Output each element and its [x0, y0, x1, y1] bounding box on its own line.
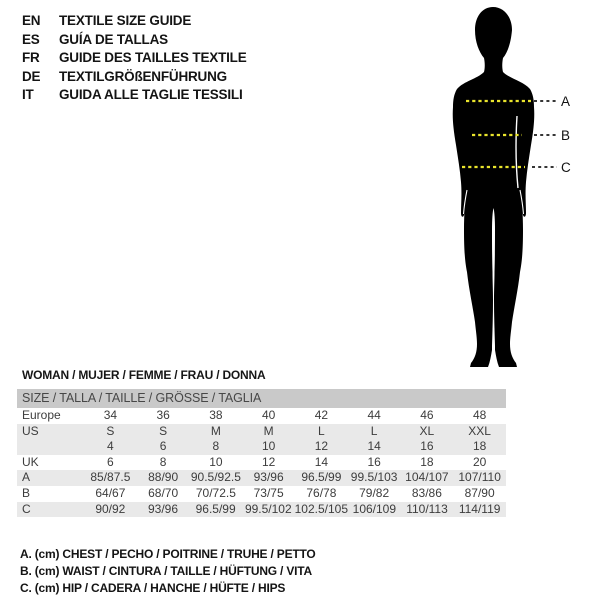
size-cell: 106/109: [352, 501, 397, 516]
size-cell: 34: [103, 408, 118, 422]
language-row-es: [22, 31, 247, 50]
size-cell: 14: [314, 454, 329, 469]
size-cell: 87/90: [464, 485, 495, 500]
size-cell: 6: [159, 439, 167, 454]
size-table: [17, 389, 506, 517]
table-row-us: [17, 424, 506, 440]
size-cell: 90/92: [95, 501, 126, 516]
size-cell: XXL: [468, 423, 491, 438]
row-label: US: [22, 423, 39, 438]
size-cell: 68/70: [148, 485, 179, 500]
table-row-us-numeric: [17, 439, 506, 455]
size-cell: 79/82: [359, 485, 390, 500]
marker-label-c: C: [561, 160, 571, 175]
size-cell: 12: [314, 439, 329, 454]
row-label: [17, 439, 84, 455]
size-cell: 90.5/92.5: [190, 470, 241, 485]
language-label: TEXTILE SIZE GUIDE: [59, 13, 192, 28]
size-cell: 96.5/99: [301, 470, 342, 485]
size-cell: 99.5/102: [244, 501, 292, 516]
size-cell: 12: [261, 454, 276, 469]
row-label: A: [22, 470, 31, 485]
language-row-de: [22, 68, 247, 87]
size-cell: 38: [209, 408, 223, 422]
woman-silhouette: [453, 7, 535, 367]
marker-label-a: A: [561, 94, 571, 109]
size-cell: 46: [420, 408, 434, 422]
legend-line-hip: C. (cm) HIP / CADERA / HANCHE / HÜFTE / HIPS: [20, 580, 286, 595]
language-row-it: [22, 86, 247, 105]
woman-figure-diagram: [430, 0, 580, 375]
size-cell: 10: [209, 454, 223, 469]
size-cell: 76/78: [306, 485, 337, 500]
size-cell: 93/96: [253, 470, 284, 485]
size-cell: XL: [419, 423, 435, 438]
language-title-block: [22, 12, 247, 105]
size-cell: 83/86: [411, 485, 442, 500]
size-cell: 18: [472, 439, 487, 454]
size-cell: 70/72.5: [195, 485, 236, 500]
size-cell: 16: [367, 454, 381, 469]
size-cell: 36: [156, 408, 170, 422]
row-label: Europe: [22, 408, 61, 422]
size-cell: L: [370, 423, 378, 438]
size-cell: 44: [367, 408, 381, 422]
row-label: C: [22, 501, 31, 516]
size-cell: 107/110: [458, 470, 501, 485]
language-label: GUIDA ALLE TAGLIE TESSILI: [59, 87, 243, 103]
size-cell: 64/67: [95, 485, 126, 500]
table-header: SIZE / TALLA / TAILLE / GRÖSSE / TAGLIA: [17, 389, 506, 408]
table-row-hip-c: [17, 502, 506, 518]
language-code: IT: [22, 87, 34, 103]
size-cell: 88/90: [148, 470, 179, 485]
size-cell: 110/113: [406, 501, 448, 516]
marker-label-b: B: [561, 128, 571, 143]
size-cell: L: [318, 423, 325, 438]
language-code: FR: [22, 50, 40, 66]
size-cell: 8: [212, 439, 220, 454]
size-cell: 48: [472, 408, 487, 422]
table-row-waist-b: [17, 486, 506, 502]
size-cell: 96.5/99: [195, 501, 236, 516]
size-cell: M: [263, 423, 274, 438]
size-cell: 73/75: [253, 485, 284, 500]
language-label: TEXTILGRÖßENFÜHRUNG: [59, 68, 227, 84]
language-row-en: [22, 12, 247, 31]
size-cell: 20: [472, 454, 487, 469]
language-code: ES: [22, 31, 40, 47]
table-row-chest-a: [17, 470, 506, 486]
size-cell: 18: [420, 454, 434, 469]
table-row-uk: [17, 455, 506, 471]
legend-line-waist: B. (cm) WAIST / CINTURA / TAILLE / HÜFTUNG / VITA: [20, 563, 312, 578]
size-cell: 42: [314, 408, 329, 422]
size-cell: 16: [420, 439, 434, 454]
size-cell: 4: [107, 439, 114, 454]
size-cell: S: [106, 423, 115, 438]
language-code: DE: [22, 68, 41, 84]
size-cell: 10: [261, 439, 276, 454]
legend-line-chest: A. (cm) CHEST / PECHO / POITRINE / TRUHE / PETTO: [20, 547, 316, 561]
gender-heading: WOMAN / MUJER / FEMME / FRAU / DONNA: [22, 368, 266, 382]
size-cell: S: [159, 423, 168, 438]
size-cell: 8: [159, 454, 167, 469]
size-cell: 99.5/103: [350, 470, 398, 485]
size-cell: 6: [107, 454, 114, 469]
size-cell: 104/107: [405, 470, 449, 485]
size-cell: 14: [367, 439, 381, 454]
size-cell: 40: [261, 408, 276, 422]
table-row-europe: [17, 408, 506, 424]
size-cell: 93/96: [147, 501, 178, 516]
size-cell: M: [210, 423, 221, 438]
language-row-fr: [22, 49, 247, 68]
size-cell: 114/119: [458, 501, 501, 516]
measurement-legend: [20, 546, 316, 596]
language-code: EN: [22, 13, 41, 28]
language-label: GUÍA DE TALLAS: [59, 31, 168, 47]
size-cell: 85/87.5: [90, 470, 131, 485]
size-cell: 102.5/105: [294, 501, 349, 516]
row-label: B: [22, 485, 31, 500]
language-label: GUIDE DES TAILLES TEXTILE: [59, 50, 247, 66]
row-label: UK: [22, 454, 39, 469]
